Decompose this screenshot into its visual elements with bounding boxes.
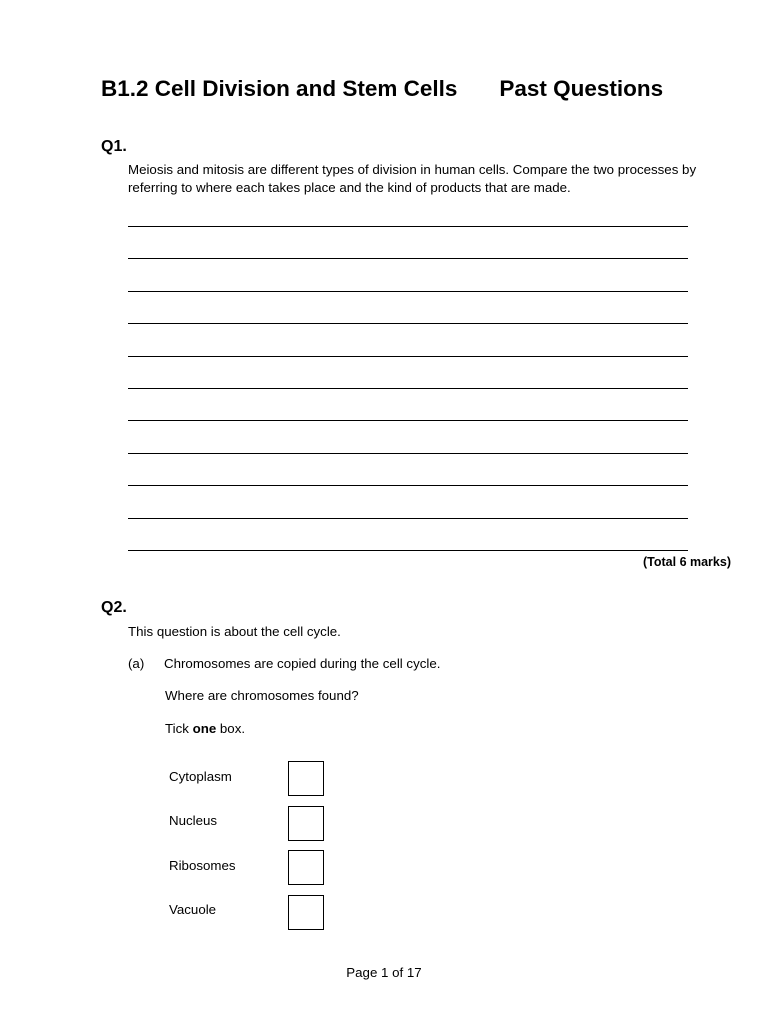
answer-line[interactable] [128,453,688,485]
answer-lines[interactable] [128,226,688,582]
option-label-cytoplasm: Cytoplasm [169,769,232,784]
title-text: B1.2 Cell Division and Stem Cells [101,76,458,101]
tick-box-nucleus[interactable] [288,806,324,841]
option-label-ribosomes: Ribosomes [169,858,236,873]
answer-line[interactable] [128,226,688,258]
tick-instruction [165,720,245,738]
part-a-text: Chromosomes are copied during the cell cycle. [164,656,441,671]
title-subtitle: Past Questions [499,76,664,101]
tick-box-cytoplasm[interactable] [288,761,324,796]
answer-line[interactable] [128,356,688,388]
tick-instruction-after: box. [216,721,246,736]
question-1-label: Q1. [101,138,127,155]
tick-instruction-bold: one [192,721,217,736]
answer-line[interactable] [128,518,688,550]
page-title [101,76,663,102]
question-1-marks: (Total 6 marks) [643,555,731,569]
tick-box-vacuole[interactable] [288,895,324,930]
answer-line[interactable] [128,420,688,452]
question-2-intro: This question is about the cell cycle. [128,624,341,639]
part-a-letter: (a) [128,656,145,671]
answer-line[interactable] [128,323,688,355]
question-1-text: Meiosis and mitosis are different types of division in human cells. Compare the two processes by referring to where each takes place and the kind of products that are made. [128,162,697,195]
option-label-nucleus: Nucleus [169,813,218,828]
answer-line[interactable] [128,388,688,420]
answer-line[interactable] [128,550,688,582]
option-label-vacuole: Vacuole [169,902,217,917]
answer-line[interactable] [128,291,688,323]
answer-line[interactable] [128,485,688,517]
tick-instruction-before: Tick [165,721,193,736]
answer-line[interactable] [128,258,688,290]
tick-box-ribosomes[interactable] [288,850,324,885]
part-a-question: Where are chromosomes found? [165,688,359,703]
page-number: Page 1 of 17 [346,965,422,980]
question-2-label: Q2. [101,599,127,616]
